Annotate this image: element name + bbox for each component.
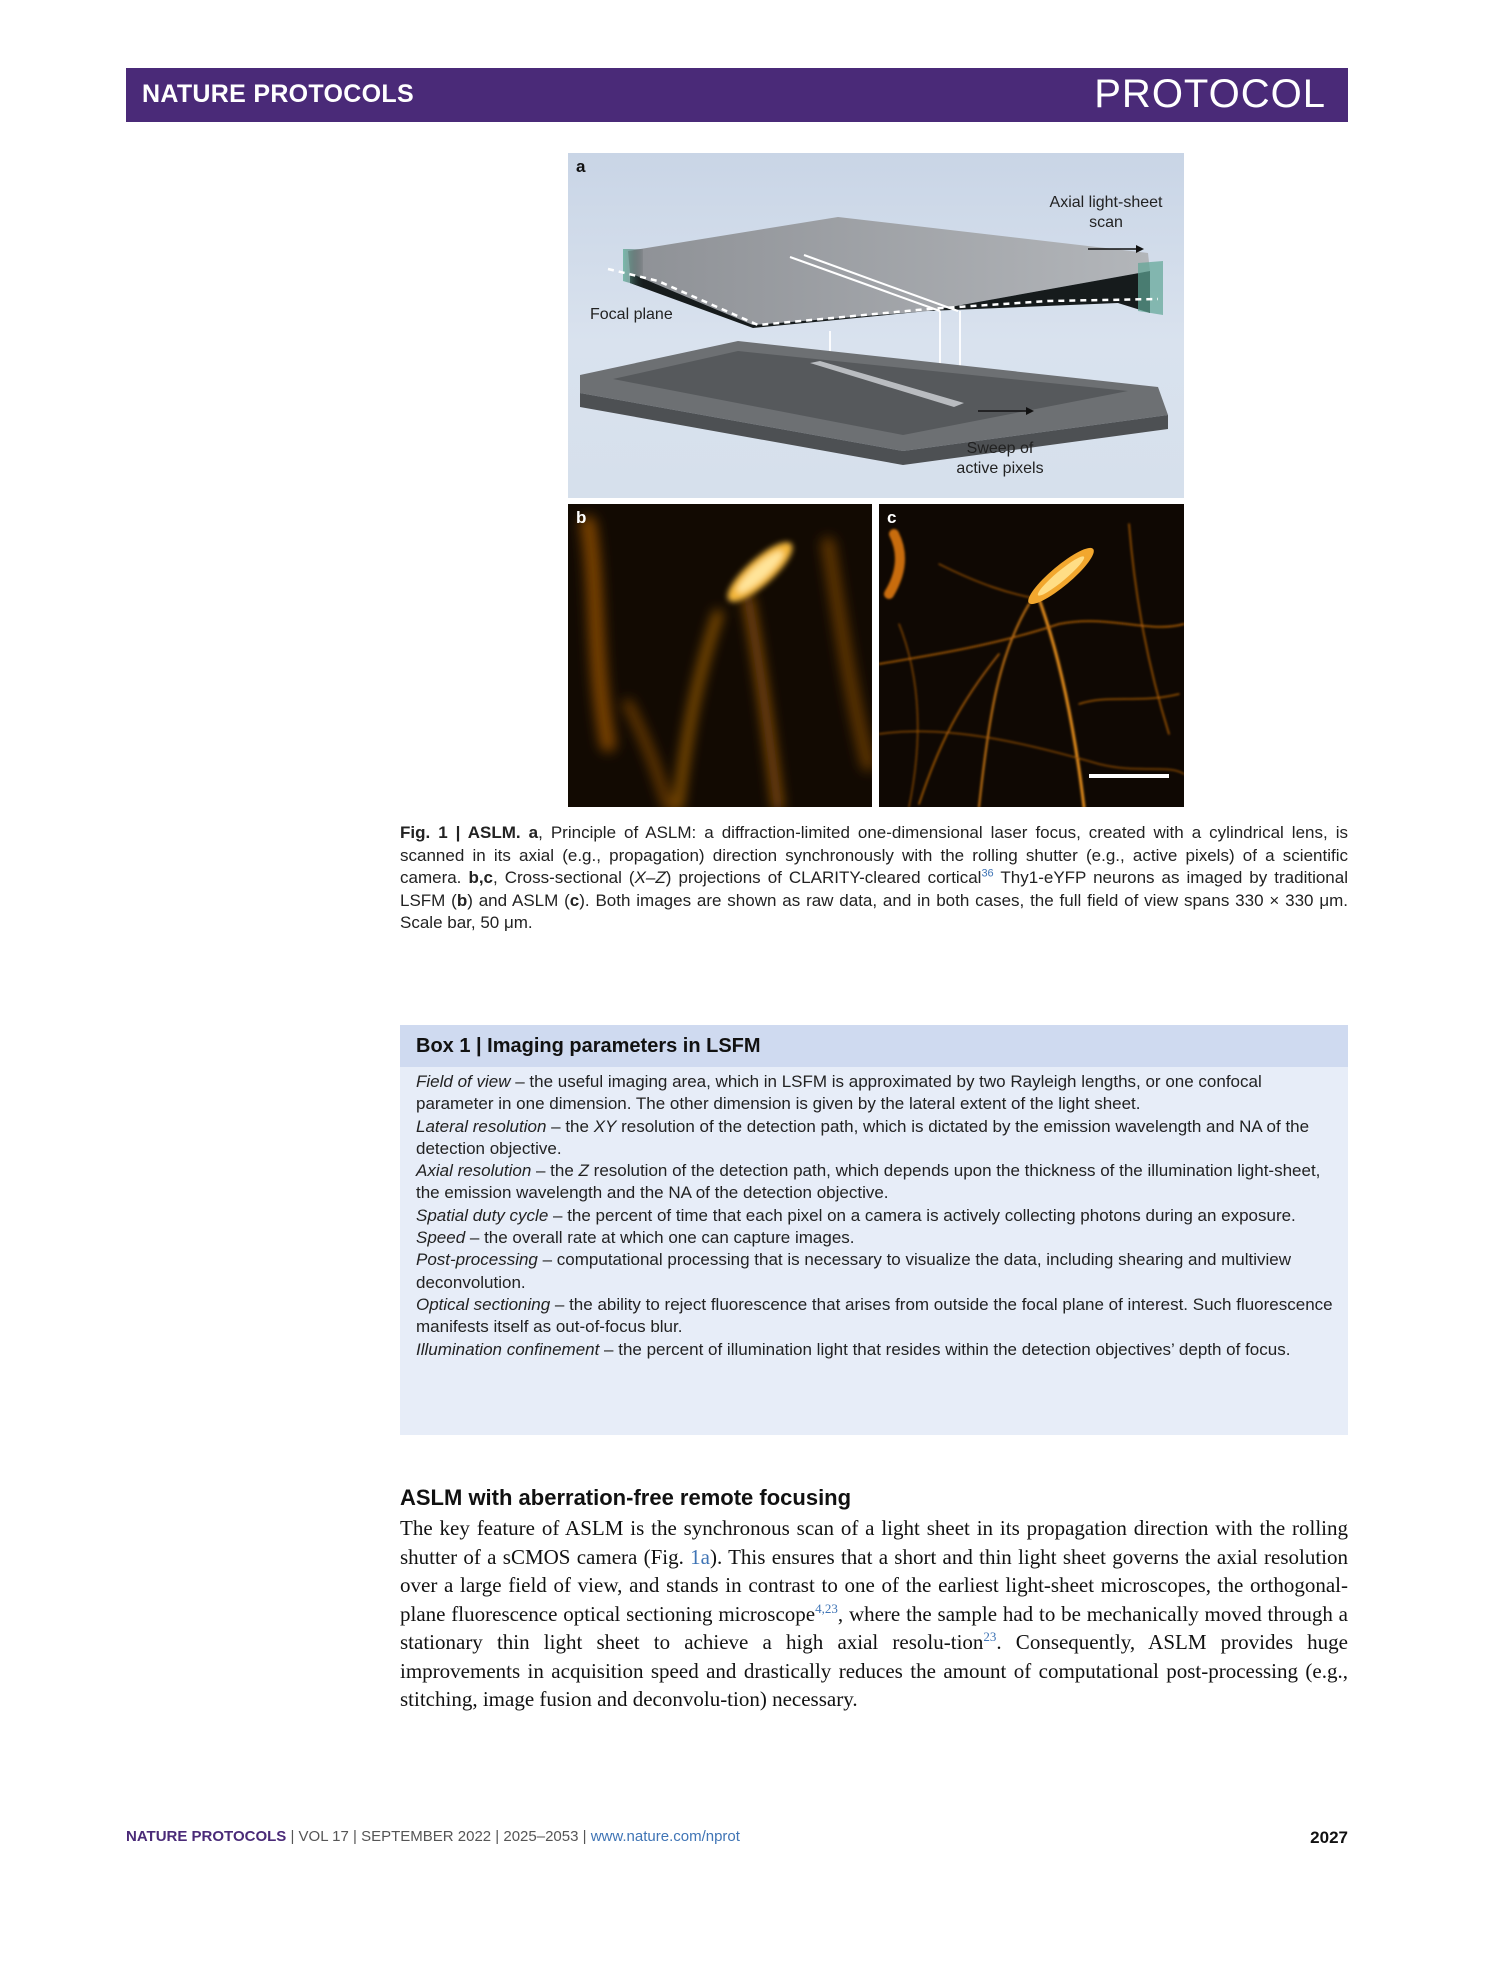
sweep-label-line2: active pixels (956, 460, 1044, 477)
body-part3: , where the sample had to be mechanically moved through a stationary thin light sheet to achieve a high axial resolu-tion (400, 1601, 1348, 1654)
box-item-speed (416, 1227, 1336, 1249)
page-number: 2027 (1310, 1828, 1348, 1847)
figure-panel-a (568, 153, 1184, 498)
reference-4-23-link[interactable]: 4,23 (815, 1600, 838, 1616)
caption-b-label: b (456, 890, 468, 910)
axial-scan-label (1036, 193, 1176, 233)
box-term: Post-processing (416, 1250, 538, 1270)
footer-separator: | (578, 1828, 591, 1845)
caption-part6: ). Both images are shown as raw data, and in both cases, the full field of view spans 330 × 330 μm. Scale bar, 50 μm. (400, 890, 1348, 932)
figure-1 (568, 153, 1184, 807)
caption-part5: ) and ASLM ( (467, 890, 570, 910)
box-item-illumination-confinement (416, 1339, 1336, 1361)
body-part2: ). This ensures that a short and thin light sheet governs the axial resolution over a large field of view, and stands in contrast to one of the earliest light-sheet microscopes, the orthogonal-plane fluorescence optical sectioning microscope (400, 1544, 1348, 1626)
box-definition: resolution of the detection path, which depends upon the thickness of the illumination light-sheet, the emission wavelength and the NA of the detection objective. (416, 1161, 1321, 1203)
body-part1: The key feature of ASLM is the synchronous scan of a light sheet in its propagation direction with the rolling shutter of a sCMOS camera (Fig. (400, 1516, 1348, 1569)
box-header (400, 1025, 1348, 1067)
box-term: Lateral resolution (416, 1116, 547, 1136)
box-body (416, 1071, 1336, 1361)
caption-part4: Thy1-eYFP neurons as imaged by traditional LSFM ( (400, 868, 1348, 910)
box-term: Spatial duty cycle (416, 1205, 549, 1225)
footer-separator: | (348, 1828, 362, 1845)
box-definition: – the overall rate at which one can capture images. (465, 1228, 855, 1248)
caption-bc-label: b,c (468, 868, 493, 887)
figure-1a-link[interactable]: 1a (690, 1544, 710, 1569)
footer-pages: 2025–2053 (503, 1828, 579, 1845)
journal-header-bar (126, 68, 1348, 122)
panel-b-letter: b (576, 508, 587, 527)
panel-c-letter: c (887, 508, 897, 527)
box-term: Axial resolution (416, 1161, 532, 1181)
scale-bar (1089, 774, 1169, 778)
box-definition: – the ability to reject fluorescence that arises from outside the focal plane of interest. Such fluorescence manifests itself as out-of-focus blur. (416, 1294, 1333, 1337)
caption-part1: , Principle of ASLM: a diffraction-limited one-dimensional laser focus, created with a cylindrical lens, is scanned in its axial (e.g., propagation) direction synchronously with the rolling shutter (e.g., active pixels) of a scientific camera. (400, 823, 1348, 887)
figure-panel-b-lsfm-image (568, 504, 872, 807)
footer-volume: VOL 17 (298, 1828, 349, 1845)
figure-panel-c-aslm-image (879, 504, 1184, 807)
footer-separator: | (491, 1828, 504, 1845)
box-item-axial-resolution (416, 1160, 1336, 1205)
caption-part2: , Cross-sectional ( (493, 868, 635, 887)
box-term: Illumination confinement (416, 1339, 600, 1359)
box-item-post-processing (416, 1249, 1336, 1294)
box-definition: – the useful imaging area, which in LSFM is approximated by two Rayleigh lengths, or one confocal parameter in one dimension. The other dimension is given by the lateral extent of the light sheet. (416, 1072, 1262, 1114)
axial-scan-label-line2: scan (1089, 214, 1123, 231)
footer-date: SEPTEMBER 2022 (361, 1828, 492, 1845)
footer-journal: NATURE PROTOCOLS (126, 1828, 287, 1845)
sweep-label (940, 439, 1060, 479)
page-footer (126, 1828, 1348, 1852)
box-term: Speed (416, 1228, 466, 1248)
box-definition-pre: – the (531, 1161, 579, 1181)
caption-reference-36[interactable]: 36 (981, 867, 994, 880)
box-definition: resolution of the detection path, which is dictated by the emission wavelength and NA of the detection objective. (416, 1116, 1310, 1158)
caption-xz: X–Z (634, 868, 666, 887)
aslm-neuron-image (879, 504, 1184, 807)
caption-a-label: a (528, 823, 539, 842)
box-variable: Z (578, 1161, 589, 1181)
box-definition: – the percent of illumination light that resides within the detection objectives’ depth of focus. (599, 1339, 1291, 1359)
figure-caption (400, 822, 1348, 935)
box-1-imaging-parameters (400, 1025, 1348, 1435)
caption-c-label: c (569, 890, 580, 910)
box-term: Optical sectioning (416, 1294, 551, 1314)
reference-23-link[interactable]: 23 (983, 1629, 997, 1644)
box-definition: – the percent of time that each pixel on a camera is actively collecting photons during an exposure. (548, 1205, 1296, 1225)
body-part4: . Consequently, ASLM provides huge improvements in acquisition speed and drastically reduces the amount of computational post-processing (e.g., stitching, image fusion and deconvolu-tion) necessary. (400, 1630, 1348, 1711)
box-item-spatial-duty-cycle (416, 1205, 1336, 1227)
box-item-lateral-resolution (416, 1116, 1336, 1161)
sweep-label-line1: Sweep of (966, 440, 1034, 457)
article-type: PROTOCOL (1094, 72, 1326, 116)
axial-scan-label-line1: Axial light-sheet (1049, 194, 1163, 211)
box-title: Box 1 | Imaging parameters in LSFM (416, 1035, 761, 1057)
box-variable: XY (593, 1116, 617, 1136)
journal-name: NATURE PROTOCOLS (142, 80, 414, 108)
caption-part3: ) projections of CLARITY-cleared cortical (665, 868, 982, 887)
section-heading: ASLM with aberration-free remote focusing (400, 1485, 852, 1510)
focal-plane-label: Focal plane (590, 306, 673, 323)
box-term: Field of view (416, 1072, 511, 1091)
panel-a-letter: a (576, 157, 586, 176)
box-item-optical-sectioning (416, 1294, 1336, 1339)
caption-fig-label: Fig. 1 | ASLM. (400, 823, 521, 842)
section-body-paragraph (400, 1514, 1348, 1714)
footer-url-link[interactable]: www.nature.com/nprot (590, 1828, 740, 1845)
box-item-field-of-view (416, 1071, 1336, 1116)
lsfm-neuron-image (568, 504, 872, 807)
footer-separator: | (286, 1828, 299, 1845)
box-definition: – computational processing that is necessary to visualize the data, including shearing and multiview deconvolution. (416, 1250, 1292, 1292)
box-definition-pre: – the (546, 1116, 594, 1136)
